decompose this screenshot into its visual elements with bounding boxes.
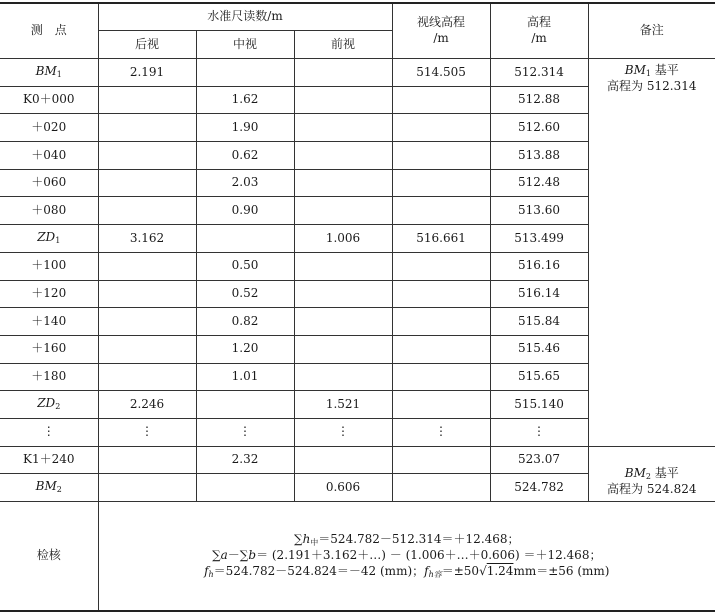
cell-intermediate [196, 391, 294, 419]
cell-hi [392, 114, 490, 142]
remark-bm1-suffix: 基平 [650, 63, 679, 77]
cell-elevation: 524.782 [490, 474, 588, 502]
cell-hi [392, 446, 490, 474]
cell-elevation: 513.499 [490, 225, 588, 253]
cell-intermediate [196, 225, 294, 253]
cell-backsight: ⋮ [98, 418, 196, 446]
cell-foresight [294, 335, 392, 363]
cell-foresight [294, 169, 392, 197]
remark-bm2-sub: 2 [645, 472, 651, 482]
remark-bm1-line2: 高程为 512.314 [607, 79, 697, 94]
cell-hi [392, 308, 490, 336]
cell-intermediate [196, 474, 294, 502]
cell-hi [392, 335, 490, 363]
check-line-3-part1: ＝524.782－524.824＝－42 (mm)； [213, 563, 425, 578]
header-intermediate: 中视 [196, 31, 294, 59]
cell-intermediate: 1.90 [196, 114, 294, 142]
cell-hi [392, 169, 490, 197]
cell-foresight [294, 446, 392, 474]
cell-point: ＋160 [0, 335, 98, 363]
cell-backsight: 3.162 [98, 225, 196, 253]
cell-backsight: 2.191 [98, 59, 196, 87]
cell-elevation: 512.48 [490, 169, 588, 197]
cell-backsight [98, 114, 196, 142]
cell-foresight [294, 197, 392, 225]
cell-point: ＋140 [0, 308, 98, 336]
cell-hi [392, 280, 490, 308]
cell-point: ＋080 [0, 197, 98, 225]
cell-point: ＋180 [0, 363, 98, 391]
cell-elevation: 512.88 [490, 86, 588, 114]
cell-elevation: 513.60 [490, 197, 588, 225]
check-line-1-text: ＝524.782－512.314＝＋12.468； [318, 531, 520, 546]
header-hi-line2: /m [433, 31, 449, 45]
minus-sum-symbol: －∑ [227, 548, 249, 563]
point-name: ZD [37, 230, 56, 245]
cell-intermediate: 2.03 [196, 169, 294, 197]
sqrt-symbol: √ [479, 563, 487, 578]
radicand: 1.24 [486, 563, 514, 578]
cell-intermediate: 0.50 [196, 252, 294, 280]
remark-bm1-sub: 1 [645, 69, 651, 78]
cell-point: ＋060 [0, 169, 98, 197]
cell-point [0, 59, 98, 87]
check-line-1 [99, 532, 716, 548]
cell-backsight [98, 335, 196, 363]
sum-symbol: ∑ [293, 531, 303, 546]
cell-elevation: 515.140 [490, 391, 588, 419]
cell-point: K0＋000 [0, 86, 98, 114]
cell-hi [392, 86, 490, 114]
cell-point: ＋100 [0, 252, 98, 280]
cell-hi: ⋮ [392, 418, 490, 446]
cell-hi: 516.661 [392, 225, 490, 253]
cell-elevation: 516.16 [490, 252, 588, 280]
point-name: BM [35, 479, 57, 494]
remark-bm1-name: BM [624, 63, 646, 77]
cell-elevation: 523.07 [490, 446, 588, 474]
cell-backsight [98, 446, 196, 474]
cell-backsight [98, 280, 196, 308]
point-subscript: 2 [56, 485, 62, 495]
cell-elevation: 513.88 [490, 142, 588, 170]
check-line-2 [99, 548, 716, 564]
cell-intermediate: 0.52 [196, 280, 294, 308]
cell-hi: 514.505 [392, 59, 490, 87]
cell-foresight: 1.521 [294, 391, 392, 419]
cell-point: ＋040 [0, 142, 98, 170]
a-symbol: a [220, 548, 228, 563]
h-symbol: h [302, 531, 311, 546]
cell-hi [392, 252, 490, 280]
cell-foresight: ⋮ [294, 418, 392, 446]
header-backsight: 后视 [98, 31, 196, 59]
table-row [0, 446, 715, 474]
cell-foresight [294, 280, 392, 308]
remark-bm1-line1 [589, 63, 716, 79]
cell-point: ＋020 [0, 114, 98, 142]
cell-intermediate: 0.82 [196, 308, 294, 336]
cell-elevation: 515.46 [490, 335, 588, 363]
check-line-3-part3: mm＝±56 (mm) [513, 563, 610, 578]
point-name: BM [35, 64, 57, 79]
remark-bm1 [588, 59, 715, 447]
cell-foresight [294, 86, 392, 114]
remark-bm2-line2: 高程为 524.824 [607, 482, 697, 497]
header-elev-line2: /m [531, 31, 547, 45]
cell-foresight: 0.606 [294, 474, 392, 502]
remark-bm2-line1 [589, 466, 716, 482]
fallow-symbol: f [424, 563, 429, 578]
cell-intermediate [196, 59, 294, 87]
cell-hi [392, 474, 490, 502]
remark-bm2 [588, 446, 715, 501]
cell-point [0, 474, 98, 502]
cell-elevation: 512.314 [490, 59, 588, 87]
cell-intermediate: 0.62 [196, 142, 294, 170]
cell-backsight [98, 363, 196, 391]
check-formulas [98, 502, 715, 612]
cell-foresight [294, 252, 392, 280]
cell-intermediate: 1.62 [196, 86, 294, 114]
cell-point [0, 391, 98, 419]
point-subscript: 2 [55, 402, 61, 412]
b-symbol: b [248, 548, 257, 563]
fh-symbol: f [204, 563, 209, 578]
header-elev-line1: 高程 [527, 15, 552, 30]
remark-bm2-name: BM [624, 466, 646, 481]
cell-hi [392, 142, 490, 170]
cell-foresight [294, 308, 392, 336]
cell-intermediate: 1.20 [196, 335, 294, 363]
cell-intermediate: 0.90 [196, 197, 294, 225]
cell-intermediate: 2.32 [196, 446, 294, 474]
cell-point: ＋120 [0, 280, 98, 308]
fallow-subscript: h容 [428, 569, 442, 579]
h-subscript: 中 [310, 537, 319, 547]
cell-backsight [98, 142, 196, 170]
point-name: ZD [37, 396, 56, 411]
cell-hi [392, 391, 490, 419]
point-subscript: 1 [56, 70, 62, 80]
cell-elevation: 515.84 [490, 308, 588, 336]
check-line-2-text: ＝ (2.191＋3.162＋…) － (1.006＋…＋0.606) ＝＋12.468； [256, 548, 602, 563]
cell-elevation: 516.14 [490, 280, 588, 308]
remark-bm2-suffix: 基平 [650, 466, 679, 481]
fh-subscript: h [208, 569, 214, 579]
cell-backsight: 2.246 [98, 391, 196, 419]
cell-intermediate: ⋮ [196, 418, 294, 446]
cell-intermediate: 1.01 [196, 363, 294, 391]
check-label: 检核 [0, 502, 98, 612]
cell-backsight [98, 474, 196, 502]
cell-backsight [98, 197, 196, 225]
check-line-3-part2: ＝±50 [441, 563, 480, 578]
cell-foresight [294, 363, 392, 391]
cell-foresight [294, 142, 392, 170]
sum-a-symbol: ∑ [212, 548, 221, 563]
header-hi-line1: 视线高程 [417, 15, 466, 30]
header-foresight: 前视 [294, 31, 392, 59]
cell-elevation: ⋮ [490, 418, 588, 446]
point-subscript: 1 [55, 236, 61, 246]
cell-point [0, 225, 98, 253]
cell-backsight [98, 252, 196, 280]
header-remark: 备注 [588, 3, 715, 59]
cell-foresight [294, 59, 392, 87]
cell-elevation: 512.60 [490, 114, 588, 142]
check-line-3 [99, 564, 716, 580]
cell-elevation: 515.65 [490, 363, 588, 391]
table-row [0, 59, 715, 87]
leveling-record-table [0, 2, 715, 612]
header-hi [392, 3, 490, 59]
cell-backsight [98, 308, 196, 336]
cell-hi [392, 363, 490, 391]
cell-foresight [294, 114, 392, 142]
cell-point: K1＋240 [0, 446, 98, 474]
cell-foresight: 1.006 [294, 225, 392, 253]
header-point: 测 点 [0, 3, 98, 59]
cell-point: ⋮ [0, 418, 98, 446]
cell-backsight [98, 169, 196, 197]
table-body [0, 59, 715, 502]
header-staff-reading: 水准尺读数/m [98, 3, 392, 31]
cell-backsight [98, 86, 196, 114]
cell-hi [392, 197, 490, 225]
header-elevation [490, 3, 588, 59]
